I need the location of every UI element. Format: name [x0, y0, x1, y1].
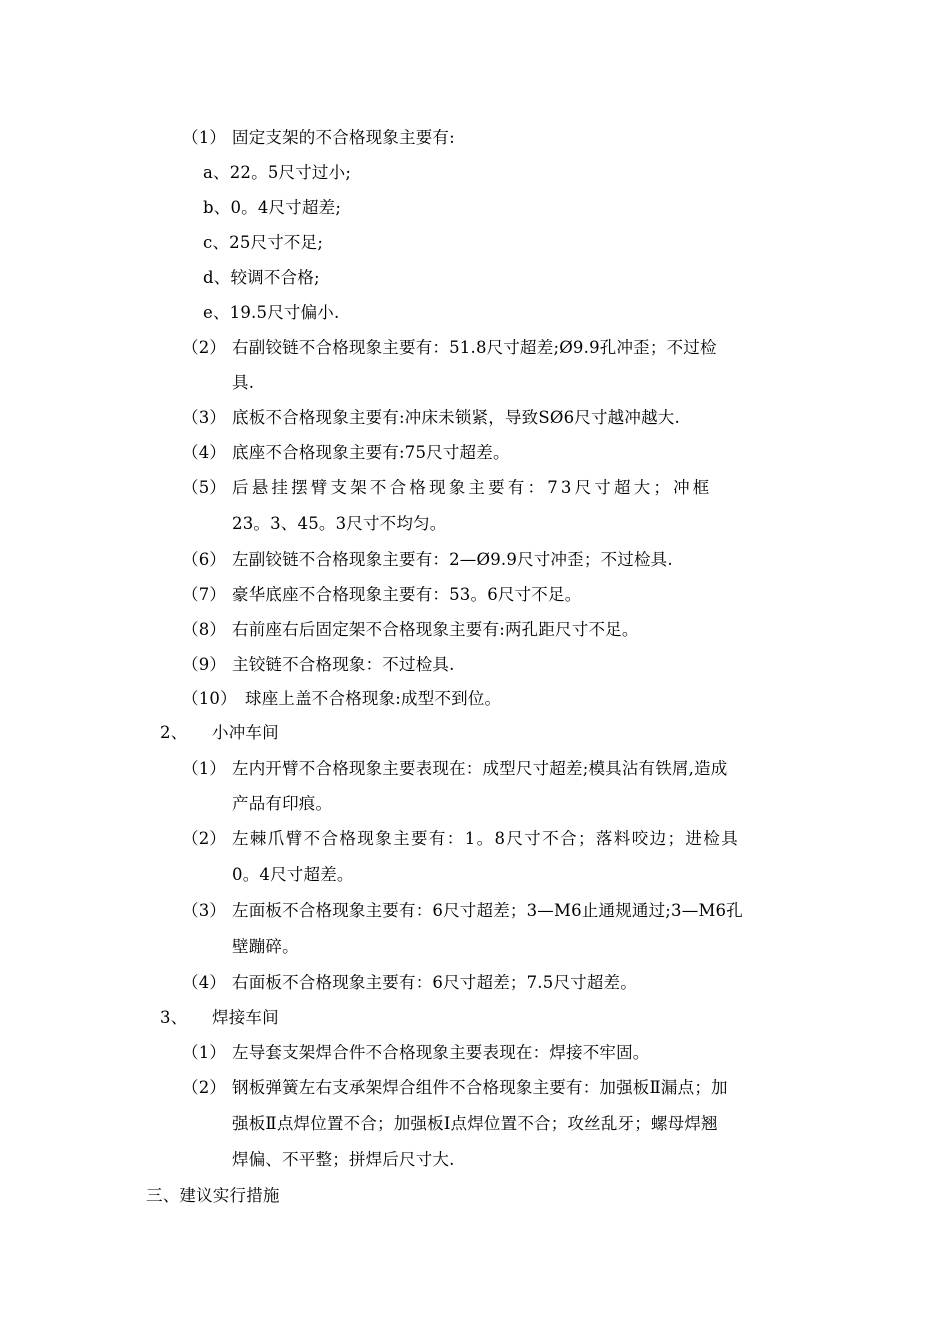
item-continuation: 产品有印痕。	[232, 794, 333, 813]
item-number: （1）	[182, 759, 227, 778]
item-text: 左导套支架焊合件不合格现象主要表现在：焊接不牢固。	[232, 1043, 650, 1062]
item-number: （10）	[182, 689, 237, 708]
item-text: 右面板不合格现象主要有：6尺寸超差；7.5尺寸超差。	[232, 973, 637, 992]
item-text: 左内开臂不合格现象主要表现在：成型尺寸超差;模具沾有铁屑,造成	[232, 759, 728, 778]
sub-item-d: d、较调不合格;	[203, 268, 320, 287]
item-number: （1）	[182, 1043, 227, 1062]
section-number: 3、	[160, 1008, 188, 1027]
sub-item-c: c、25尺寸不足;	[203, 233, 324, 252]
item-text: 豪华底座不合格现象主要有：53。6尺寸不足。	[232, 585, 582, 604]
item-number: （9）	[182, 655, 227, 674]
item-number: （7）	[182, 585, 227, 604]
item-number: （2）	[182, 829, 227, 848]
item-continuation: 0。4尺寸超差。	[232, 865, 354, 884]
item-continuation: 壁蹦碎。	[232, 937, 299, 956]
item-text: 左棘爪臂不合格现象主要有：1。8尺寸不合；落料咬边；进检具	[232, 829, 740, 848]
item-continuation: 焊偏、不平整；拼焊后尺寸大.	[232, 1150, 455, 1169]
section-number: 2、	[160, 723, 188, 742]
section-title: 焊接车间	[212, 1008, 279, 1027]
item-number: （3）	[182, 901, 227, 920]
sub-item-b: b、0。4尺寸超差;	[203, 198, 342, 217]
item-number: （4）	[182, 973, 227, 992]
item-number: （5）	[182, 478, 227, 497]
item-text: 钢板弹簧左右支承架焊合组件不合格现象主要有：加强板Ⅱ漏点；加	[232, 1078, 728, 1097]
item-continuation: 具.	[232, 373, 255, 392]
item-text: 球座上盖不合格现象:成型不到位。	[245, 689, 502, 708]
section-heading-3: 三、建议实行措施	[146, 1186, 280, 1205]
item-number: （6）	[182, 550, 227, 569]
section-title: 小冲车间	[212, 723, 279, 742]
sub-item-e: e、19.5尺寸偏小.	[203, 303, 340, 322]
item-text: 主铰链不合格现象：不过检具.	[232, 655, 455, 674]
item-text: 左副铰链不合格现象主要有：2—Ø9.9尺寸冲歪；不过检具.	[232, 550, 673, 569]
item-number: （2）	[182, 1078, 227, 1097]
item-number: （2）	[182, 338, 227, 357]
item-text: 底座不合格现象主要有:75尺寸超差。	[232, 443, 510, 462]
item-number: （3）	[182, 408, 227, 427]
item-continuation: 强板Ⅱ点焊位置不合；加强板Ⅰ点焊位置不合；攻丝乱牙；螺母焊翘	[232, 1114, 718, 1133]
item-text: 固定支架的不合格现象主要有:	[232, 128, 455, 147]
item-text: 右副铰链不合格现象主要有：51.8尺寸超差;Ø9.9孔冲歪；不过检	[232, 338, 717, 357]
item-number: （8）	[182, 620, 227, 639]
item-text: 底板不合格现象主要有:冲床未锁紧，导致SØ6尺寸越冲越大.	[232, 408, 680, 427]
item-text: 右前座右后固定架不合格现象主要有:两孔距尺寸不足。	[232, 620, 639, 639]
item-number: （1）	[182, 128, 227, 147]
item-text: 左面板不合格现象主要有：6尺寸超差；3—M6止通规通过;3—M6孔	[232, 901, 743, 920]
sub-item-a: a、22。5尺寸过小;	[203, 163, 352, 182]
item-continuation: 23。3、45。3尺寸不均匀。	[232, 514, 447, 533]
item-number: （4）	[182, 443, 227, 462]
item-text: 后悬挂摆臂支架不合格现象主要有：73尺寸超大；冲框	[232, 478, 713, 497]
